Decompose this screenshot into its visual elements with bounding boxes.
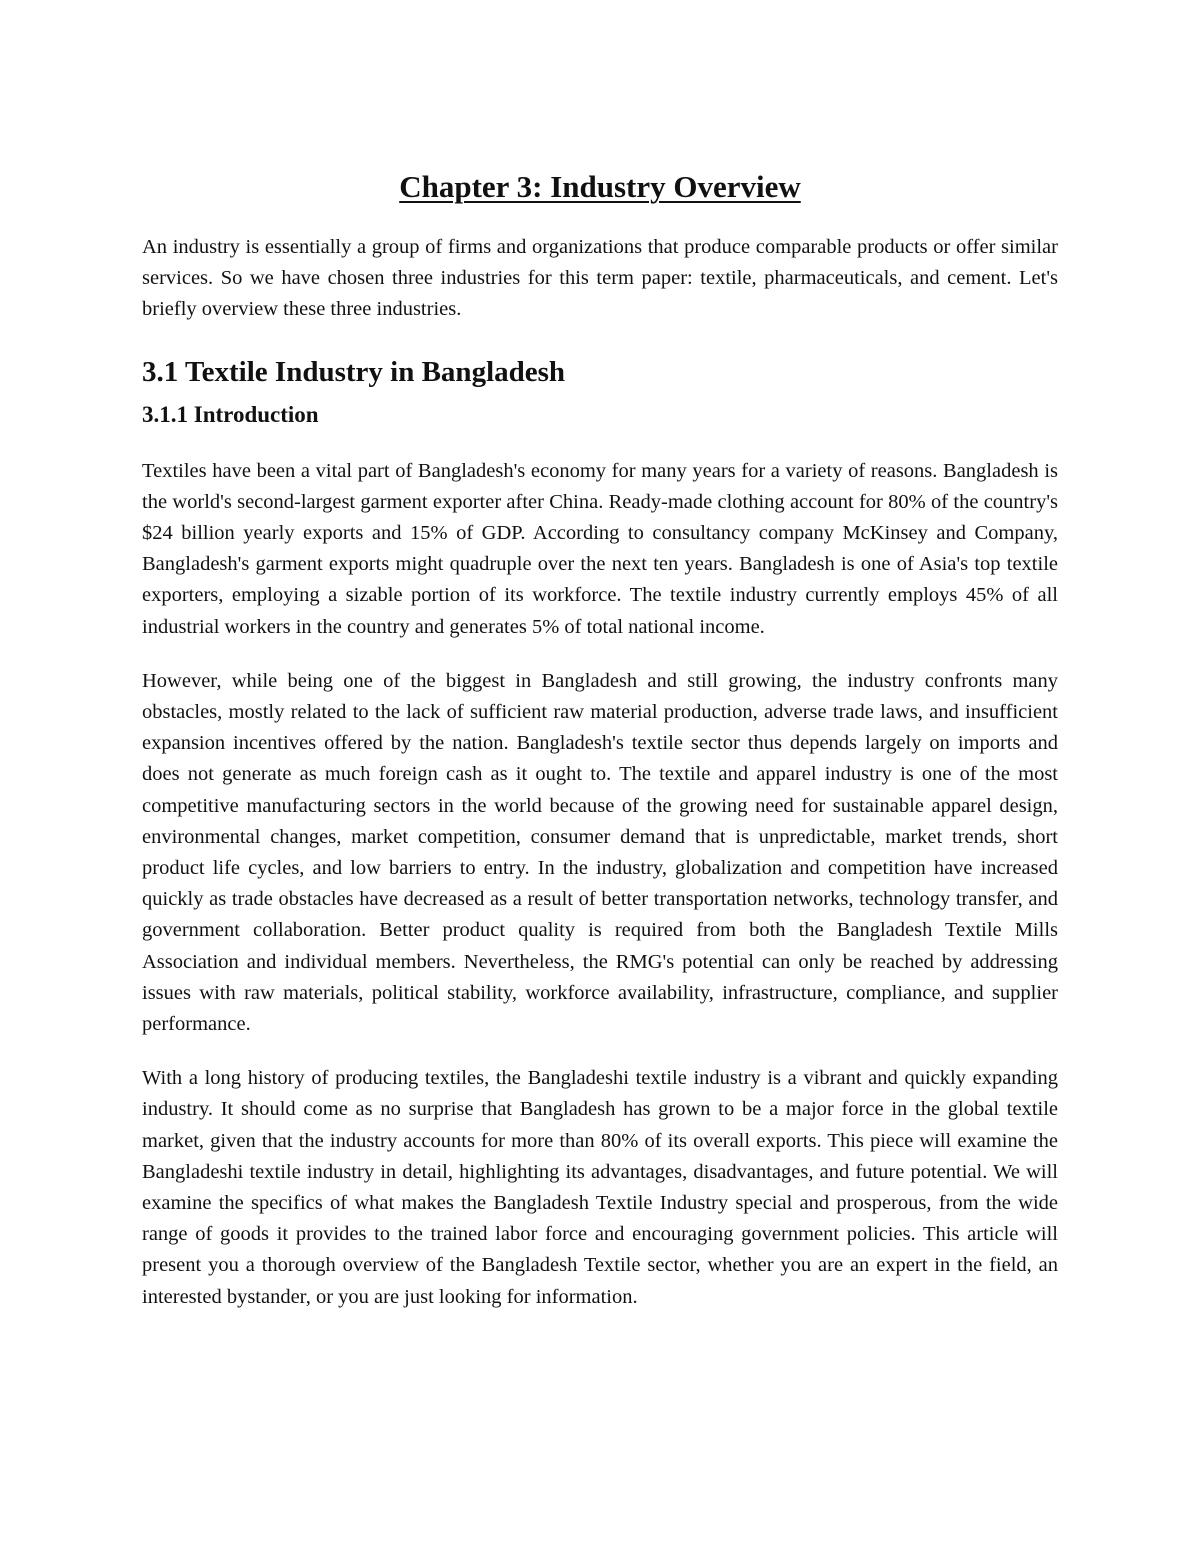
intro-paragraph: An industry is essentially a group of firms and organizations that produce comparable products or offer similar services. So we have chosen three industries for this term paper: textile, pharmaceuticals, and cement. Let's briefly overview these three industries. — [142, 236, 1058, 321]
body-paragraph-3: With a long history of producing textiles, the Bangladeshi textile industry is a vibrant and quickly expanding industry. It should come as no surprise that Bangladesh has grown to be a major force in the global textile market, given that the industry accounts for more than 80% of its overall exports. This piece will examine the Bangladeshi textile industry in detail, highlighting its advantages, disadvantages, and future potential. We will examine the specifics of what makes the Bangladesh Textile Industry special and prosperous, from the wide range of goods it provides to the trained labor force and encouraging government policies. This article will present you a thorough overview of the Bangladesh Textile sector, whether you are an expert in the field, an interested bystander, or you are just looking for information. — [142, 1067, 1058, 1308]
body-paragraph-2: However, while being one of the biggest in Bangladesh and still growing, the industry confronts many obstacles, mostly related to the lack of sufficient raw material production, adverse trade laws, and insufficient expansion incentives offered by the nation. Bangladesh's textile sector thus depends largely on imports and does not generate as much foreign cash as it ought to. The textile and apparel industry is one of the most competitive manufacturing sectors in the world because of the growing need for sustainable apparel design, environmental changes, market competition, consumer demand that is unpredictable, market trends, short product life cycles, and low barriers to entry. In the industry, globalization and competition have increased quickly as trade obstacles have decreased as a result of better transportation networks, technology transfer, and government collaboration. Better product quality is required from both the Bangladesh Textile Mills Association and individual members. Nevertheless, the RMG's potential can only be reached by addressing issues with raw materials, political stability, workforce availability, infrastructure, compliance, and supplier performance. — [142, 669, 1058, 1036]
document-page — [142, 168, 1058, 1336]
chapter-title: Chapter 3: Industry Overview — [399, 169, 801, 204]
body-paragraph-1: Textiles have been a vital part of Bangladesh's economy for many years for a variety of reasons. Bangladesh is the world's second-largest garment exporter after China. Ready-made clothing account for 80% of the country's $24 billion yearly exports and 15% of GDP. According to consultancy company McKinsey and Company, Bangladesh's garment exports might quadruple over the next ten years. Bangladesh is one of Asia's top textile exporters, employing a sizable portion of its workforce. The textile industry currently employs 45% of all industrial workers in the country and generates 5% of total national income. — [142, 459, 1058, 638]
section-title: 3.1 Textile Industry in Bangladesh — [142, 355, 566, 388]
subsection-title: 3.1.1 Introduction — [142, 401, 319, 427]
